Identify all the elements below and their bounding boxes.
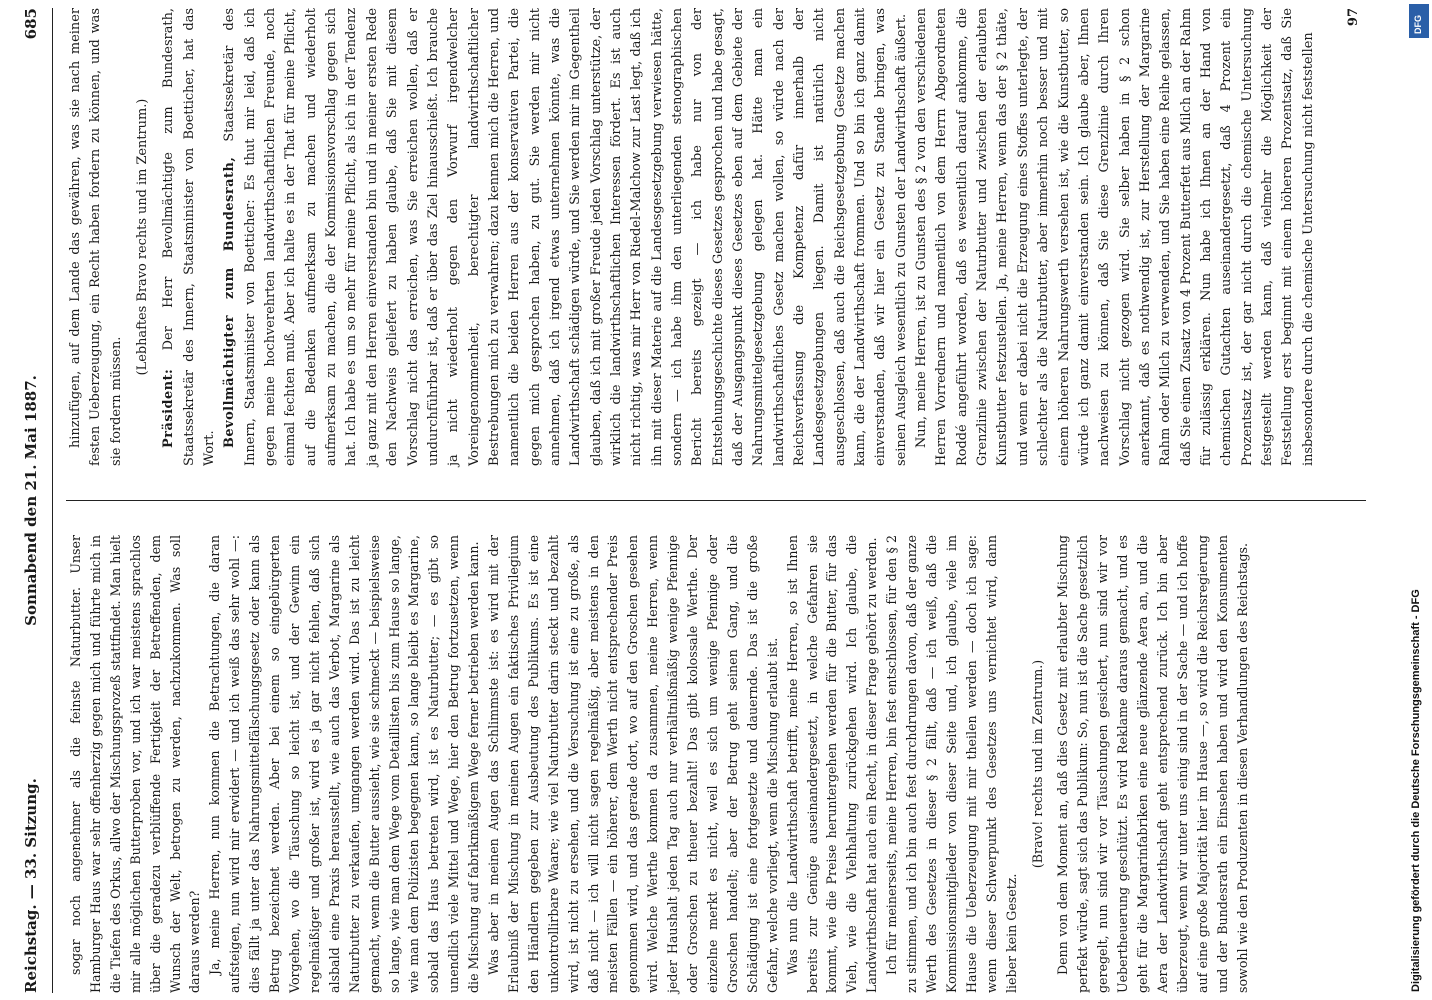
page-number: 685 [22,8,40,40]
body-paragraph: sogar noch angenehmer als die feinste Naturbutter. Unser Hamburger Haus war sehr offenherzig gegen mich und führte mich in die Tiefen des Orkus, allwo der Mischungsprozeß stattfindet. Man hielt mir alle möglichen Butterproben vor, und ich war meistens sprachlos über die geradezu verblüffende Fertigkeit der Betreffenden, dem Wunsch der Welt, betrogen zu werden, nachzukommen. Was soll daraus werden? [68,535,203,993]
body-paragraph: hinzufügen, auf dem Lande das gewähren, was sie nach meiner festen Ueberzeugung, ein Recht haben fordern zu können, und was sie fordern müssen. [68,8,124,466]
column-divider [66,500,1366,501]
speech-text: Der Herr Bevollmächtigte zum Bundesrath, Staatssekretär des Innern, Staatsminister von Boetticher, hat das Wort. [161,8,218,466]
sheet-number: 97 [1346,8,1361,27]
speech-text: Staatssekretär des Innern, Staatsminister von Boetticher: Es thut mir leid, daß ich gegen meine hochverehrten landwirthschaftlichen Freunde, noch einmal fechten muß. Aber ich halte es in der That für meine Pflicht, auf die Bedenken aufmerksam zu machen und wiederholt aufmerksam zu machen, die der Kommissionsvorschlag gegen sich hat. Ich habe es um so mehr für meine Pflicht, als ich in der Tendenz ja ganz mit den Herren einverstanden bin und in meiner ersten Rede den Nachweis geliefert zu haben glaube, daß Sie mit diesem Vorschlag nicht das erreichen, was Sie erreichen wollen, daß er undurchführbar ist, daß er über das Ziel hinausschießt. Ich brauche ja nicht wiederholt gegen den Vorwurf irgendwelcher Voreingenommenheit, berechtigter landwirthschaftlicher Bestrebungen mich zu verwahren; dazu kennen mich die Herren, und namentlich die beiden Herren aus der konservativen Partei, die gegen mich gesprochen haben, zu gut. Sie werden mir nicht annehmen, daß ich irgend etwas unternehmen könnte, was die Landwirthschaft schädigen würde, und Sie werden mir im Gegentheil glauben, daß ich mit großer Freude jeden Vorschlag unterstütze, der wirklich die landwirthschaftlichen Interessen fördert. Es ist auch nicht richtig, was mir Herr von Riedel-Malchow zur Last legt, daß ich ihn mit dieser Materie auf die Landesgesetzgebung verwiesen hätte, sondern — ich habe ihm den unterliegenden stenographischen Bericht bereits gezeigt — ich habe nur von der Entstehungsgeschichte dieses Gesetzes gesprochen und habe gesagt, daß der Ausgangspunkt dieses Gesetzes eben auf dem Gebiete der Nahrungsmittelgesetzgebung gelegen hat. Hätte man ein landwirthschaftliches Gesetz machen wollen, so würde nach der Reichsverfassung die Kompetenz dafür innerhalb der Landesgesetzgebungen liegen. Damit ist natürlich nicht ausgeschlossen, daß auch die Reichsgesetzgebung Gesetze machen kann, die der Landwirthschaft frommen. Und so bin ich ganz damit einverstanden, daß wir hier ein Gesetz zu Stande bringen, was seinen Ausgleich wesentlich zu Gunsten der Landwirthschaft äußert. [222,8,909,466]
body-paragraph: Nun, meine Herren, ist zu Gunsten des § 2 von den verschiedenen Herren Vorrednern und namentlich von dem Herrn Abgeordneten Roddé angeführt worden, daß es wesentlich darauf ankomme, die Grenzlinie zwischen der Naturbutter und zwischen der erlaubten Kunstbutter festzustellen. Ja, meine Herren, wenn das der § 2 thäte, und wenn er dabei nicht die Erzeugung eines Stoffes unterlegte, der schlechter als die Naturbutter, aber immerhin noch besser und mit einem höheren Nahrungswerth versehen ist, wie die Kunstbutter, so würde ich ganz damit einverstanden sein. Ich glaube aber, Ihnen nachweisen zu können, daß Sie diese Grenzlinie durch Ihren Vorschlag nicht gezogen wird. Sie selber haben in § 2 schon anerkannt, daß es nothwendig ist, zur Herstellung der Margarine Rahm oder Milch zu verwenden, und Sie haben eine Reihe gelassen, daß Sie einen Zusatz von 4 Prozent Butterfett aus Milch an der Rahm für zulässig erklären. Nun habe ich Ihnen an der Hand von chemischen Gutachten auseinandergesetzt, daß 4 Prozent ein Prozentsatz ist, der gar nicht durch die chemische Untersuchung festgestellt werden kann, daß vielmehr die Möglichkeit der Feststellung erst beginnt mit einem höheren Prozentsatz, daß Sie insbesondere durch die chemische Untersuchung nicht feststellen [914,8,1316,466]
body-paragraph: Denn von dem Moment an, daß dies Gesetz mit erlaubter Mischung perfekt würde, sagt sich das Publikum: So, nun ist die Sache gesetzlich geregelt, nun sind wir vor Täuschungen gesichert, nun sind wir vor Uebertheuerung geschützt. Es wird Reklame daraus gemacht, und es geht für die Margarinfabriken eine neue glänzende Aera an, und die Aera der Landwirthschaft geht entsprechend zurück. Ich bin aber überzeugt, wenn wir unter uns einig sind in der Sache — und ich hoffe auf eine große Majorität hier im Hause —, so wird die Reichsregierung und der Bundesrath ein Einsehen haben und wird den Konsumenten sowohl wie den Produzenten in diesen Verhandlungen des Reichstags. [1055,535,1250,993]
dfg-logo-text: DFG [1413,15,1423,34]
digitization-credit: Digitalisierung gefördert durch die Deutsche Forschungsgemeinschaft - DFG [1410,589,1422,992]
digitization-sidebar [1408,0,1432,1000]
speaker-label: Bevollmächtigter zum Bundesrath, [222,156,238,448]
left-column [66,535,1252,993]
rotated-newspaper-page [8,8,1393,993]
dfg-logo [1409,4,1429,38]
right-column [66,8,1319,466]
body-paragraph: Was aber in meinen Augen das Schlimmste ist: es wird mit der Erlaubniß der Mischung in meinen Augen ein faktisches Privilegium den Händlern gegeben zur Ausbeutung des Publikums. Es ist eine unkontrollirbare Waare; wie viel Naturbutter darin steckt und bezahlt wird, ist nicht zu ersehen, und die Versuchung ist eine zu große, als daß nicht — ich will nicht sagen regelmäßig, aber meistens in den meisten Fällen — ein höherer, dem Werth nicht entsprechender Preis genommen wird, und das gerade dort, wo auf den Groschen gesehen wird. Welche Werthe kommen da zusammen, meine Herren, wenn jeder Haushalt jeden Tag auch nur verhältnißmäßig wenige Pfennige oder Groschen zu theuer bezahlt! Das gibt kolossale Werthe. Der einzelne merkt es nicht, weil es sich um wenige Pfennige oder Groschen handelt; aber der Betrug geht seinen Gang, und die Schädigung ist eine fortgesetzte und dauernde. Das ist die große Gefahr, welche vorliegt, wenn die Mischung erlaubt ist. [486,535,780,993]
body-paragraph: Was nun die Landwirthschaft betrifft, meine Herren, so ist Ihnen bereits zur Genüge auseinandergesetzt, in welche Gefahren sie kommt, wie die Preise heruntergehen werden für die Butter, für das Vieh, wie die Viehhaltung zurückgehen wird. Ich glaube, die Landwirthschaft hat auch ein Recht, in dieser Frage gehört zu werden. [784,535,880,993]
speaker-paragraph [220,8,912,466]
header-left: Reichstag. — 33. Sitzung. [22,778,40,993]
header-date: Sonnabend den 21. Mai 1887. [22,375,40,626]
stage-direction: (Lebhaftes Bravo rechts und im Zentrum.) [135,98,151,376]
stage-direction: (Bravo! rechts und im Zentrum.) [1029,659,1045,869]
speaker-label: Präsident: [161,368,177,448]
page-header [8,8,53,993]
speaker-paragraph [159,8,220,466]
body-paragraph: Ja, meine Herren, nun kommen die Betrachtungen, die daran aufsteigen, nun wird mir erwidert — und ich weiß das sehr wohl —: dies fällt ja unter das Nahrungsmittelfälschungsgesetz oder kann als Betrug bezeichnet werden. Aber bei einem so eingebürgerten Vorgehen, wo die Täuschung so leicht ist, und der Gewinn ein regelmäßiger und großer ist, wird es ja gar nicht fehlen, daß sich alsbald eine Praxis herausstellt, wie auch das Verbot, Margarine als Naturbutter zu verkaufen, umgangen werden wird. Das ist zu leicht gemacht, wenn die Butter aussieht, wie sie schmeckt — beispielsweise so lange, wie man dem Wege vom Detaillisten bis zum Hause so lange, wie man dem Polizisten begegnen kann, so lange bleibt es Margarine, sobald das Haus betreten wird, ist es Naturbutter; — es gibt so unendlich viele Mittel und Wege, hier den Betrug fortzusetzen, wenn die Mischung auf fabrikmäßigem Wege ferner betrieben werden kann. [207,535,482,993]
body-paragraph: Ich für meinerseits, meine Herren, bin fest entschlossen, für den § 2 zu stimmen, und ich bin auch fest durchdrungen davon, daß der ganze Werth des Gesetzes in dieser § 2 fällt, daß — ich weiß, daß die Kommissionsmitglieder von dieser Seite und, ich glaube, viele im Hause die Ueberzeugung mit mir theilen werden — doch ich sage: wenn dieser Schwerpunkt des Gesetzes uns vernichtet wird, dann lieber kein Gesetz. [884,535,1019,993]
